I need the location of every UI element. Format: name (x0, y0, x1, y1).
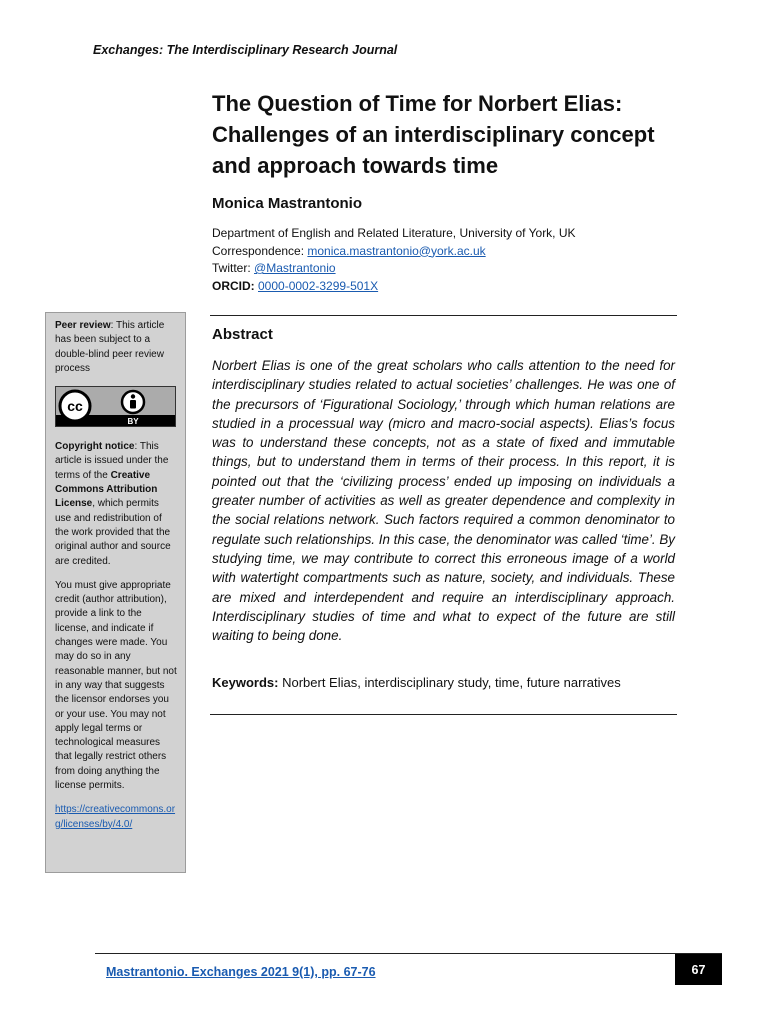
twitter-handle-link[interactable]: @Mastrantonio (254, 261, 336, 275)
license-link-para (55, 803, 177, 832)
twitter-line (212, 260, 682, 278)
person-body (130, 400, 136, 409)
license-terms: You must give appropriate credit (author attribution), provide a link to the license, and indicate if changes were made. You may do so in any reasonable manner, but not in any way that suggests the licensor endorses you or your use. You may not apply legal terms or technological measures that legally restrict others from doing anything the license permits. (55, 579, 177, 792)
footer-citation-link[interactable]: Mastrantonio. Exchanges 2021 9(1), pp. 67-76 (106, 965, 376, 979)
abstract-bottom-rule (210, 714, 677, 715)
correspondence-email-link[interactable]: monica.mastrantonio@york.ac.uk (307, 243, 486, 258)
by-label: BY (127, 417, 139, 427)
orcid-line (212, 278, 682, 296)
orcid-link[interactable]: 0000-0002-3299-501X (258, 278, 379, 293)
journal-title: Exchanges: The Interdisciplinary Research Journal (93, 43, 398, 57)
article-title-line-3: and approach towards time (212, 153, 499, 178)
copyright-notice (55, 440, 177, 569)
orcid-label: ORCID: (212, 278, 258, 293)
article-title (212, 88, 692, 181)
keywords-line (212, 675, 682, 690)
peer-review-label: Peer review (55, 320, 111, 331)
abstract-top-rule (210, 315, 677, 316)
copyright-text-2: , which permits use and redistribution of the work provided that the original author and source are credited. (55, 498, 171, 567)
article-title-line-2: Challenges of an interdisciplinary concept (212, 122, 655, 147)
author-name: Monica Mastrantonio (212, 195, 363, 212)
person-head (131, 394, 135, 398)
cc-icon-label: cc (67, 398, 83, 415)
cc-by-badge (55, 386, 176, 427)
cc-by-logo (56, 387, 175, 426)
correspondence-label: Correspondence: (212, 243, 308, 258)
license-url-link[interactable]: https://creativecommons.org/licenses/by/4.0/ (55, 804, 176, 830)
abstract-text: Norbert Elias is one of the great scholars who calls attention to the need for interdisciplinary studies related to actual societies’ challenges. He was one of the precursors of ‘Figurational Sociology,’ through which human relations are studied in a processual way (micro and macro-social aspects). Elias’s focus was to understand these concepts, not as a state of fixed and immutable things, but to understand them in terms of their process. In this report, it is pointed out that the ‘civilizing process’ ended up imposing on individuals a greater number of activities as well as greater dependence and complexity in the social relations network. Such factors required a common denominator to regulate such relationships. In this case, the denominator was called ‘time’. By studying time, we may contribute to correct this erroneous image of a world with watertight compartments such as nature, society, and individuals. These are mixed and interdependent and require an interdisciplinary approach. Interdisciplinary studies of time and what to expect of the future are still waiting to being done. (212, 358, 675, 644)
twitter-label: Twitter: (212, 261, 255, 275)
copyright-license-name: Creative Commons Attribution License (55, 469, 158, 510)
page-number: 67 (675, 954, 722, 985)
copyright-label: Copyright notice (55, 441, 135, 453)
correspondence-line (212, 243, 682, 261)
author-details (212, 225, 682, 295)
article-title-line-1: The Question of Time for Norbert Elias: (212, 91, 623, 116)
footer-rule (95, 953, 722, 954)
license-sidebar (45, 312, 186, 873)
peer-review-text: : This article has been subject to a double-blind peer review process (55, 320, 165, 374)
affiliation: Department of English and Related Literature, University of York, UK (212, 226, 576, 240)
keywords-label: Keywords: (212, 675, 283, 690)
keywords-text: Norbert Elias, interdisciplinary study, time, future narratives (282, 675, 621, 690)
peer-review-note (55, 319, 177, 376)
abstract-heading: Abstract (212, 326, 273, 343)
copyright-text-1: : This article is issued under the terms of the (55, 441, 169, 481)
